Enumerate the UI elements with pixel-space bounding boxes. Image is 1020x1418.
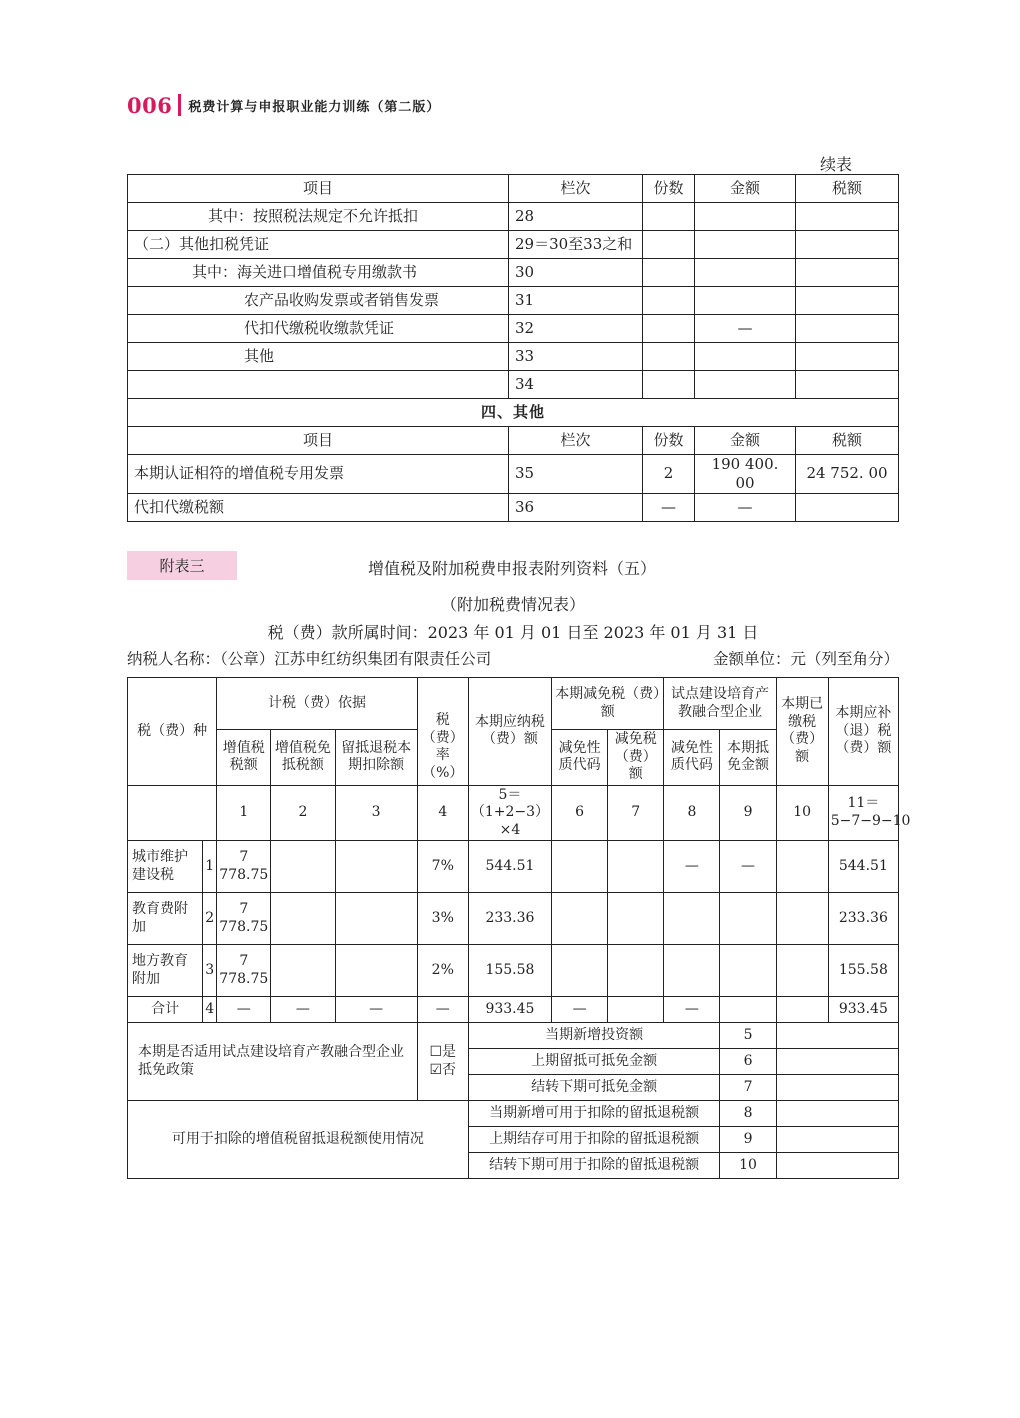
table-row	[128, 203, 899, 231]
cell-9: —	[720, 841, 776, 893]
cell-9	[720, 945, 776, 997]
cell-9	[720, 893, 776, 945]
header-divider	[178, 94, 181, 116]
row-count: 2	[643, 455, 695, 494]
vat-exempt	[271, 945, 335, 997]
book-title: 税费计算与申报职业能力训练（第二版）	[188, 99, 441, 115]
header-reduction-amount: 减免税（费）额	[608, 730, 664, 786]
cell-8: —	[664, 841, 720, 893]
rate: 3%	[417, 893, 468, 945]
refund-row	[128, 1101, 899, 1127]
header-col: 栏次	[509, 427, 643, 455]
refund-item-label: 结转下期可用于扣除的留抵退税额	[468, 1153, 720, 1179]
row-item: 代扣代缴税额	[128, 493, 509, 521]
row-col: 34	[509, 371, 643, 399]
row-tax	[796, 371, 899, 399]
section4-title: 四、其他	[128, 399, 899, 427]
refund-item-label: 当期新增可用于扣除的留抵退税额	[468, 1101, 720, 1127]
table-row	[128, 343, 899, 371]
cell-11: 155.58	[828, 945, 898, 997]
row-item: 代扣代缴税收缴款凭证	[128, 315, 509, 343]
surcharge-table	[127, 677, 911, 1179]
cell-10	[776, 945, 828, 997]
refund-deduct: —	[335, 997, 417, 1023]
appendix-subtitle: （附加税费情况表）	[440, 595, 585, 614]
row-item: 其中：按照税法规定不允许抵扣	[128, 203, 509, 231]
row-count	[643, 259, 695, 287]
header-count: 份数	[643, 175, 695, 203]
column-number-row	[128, 785, 899, 841]
row-count	[643, 203, 695, 231]
page-number: 006	[127, 92, 173, 118]
cell-7	[608, 841, 664, 893]
row-number: 4	[203, 997, 217, 1023]
header-col: 栏次	[509, 175, 643, 203]
refund-line-no: 8	[720, 1101, 776, 1127]
row-amount	[695, 371, 796, 399]
payable: 933.45	[468, 997, 551, 1023]
policy-value	[776, 1049, 898, 1075]
total-label: 合计	[128, 997, 203, 1023]
col-num: 10	[776, 785, 828, 841]
header-basis: 计税（费）依据	[217, 678, 418, 730]
total-row	[128, 997, 899, 1023]
header-reduction: 本期减免税（费）额	[552, 678, 664, 730]
section4-header-row	[128, 427, 899, 455]
amount-unit: 金额单位：元（列至角分）	[712, 650, 899, 668]
row-col: 30	[509, 259, 643, 287]
col-num-blank	[128, 785, 217, 841]
cell-7	[608, 945, 664, 997]
payable: 155.58	[468, 945, 551, 997]
policy-question: 本期是否适用试点建设培育产教融合型企业抵免政策	[128, 1023, 418, 1101]
header-pilot-code: 减免性质代码	[664, 730, 720, 786]
cell-11: 233.36	[828, 893, 898, 945]
row-col: 31	[509, 287, 643, 315]
col-num: 4	[417, 785, 468, 841]
cell-9	[720, 997, 776, 1023]
header-pilot: 试点建设培育产教融合型企业	[664, 678, 776, 730]
row-amount	[695, 259, 796, 287]
header-paid: 本期已缴税（费）额	[776, 678, 828, 786]
policy-label: 结转下期可抵免金额	[468, 1075, 720, 1101]
col-num: 11＝5−7−9−10	[828, 785, 898, 841]
policy-row	[128, 1023, 899, 1049]
row-amount	[695, 203, 796, 231]
cell-7	[608, 997, 664, 1023]
refund-deduct	[335, 841, 417, 893]
table2-header-row-1	[128, 678, 899, 730]
cell-10	[776, 997, 828, 1023]
row-tax: 24 752. 00	[796, 455, 899, 494]
row-number: 1	[203, 841, 217, 893]
header-payable: 本期应纳税（费）额	[468, 678, 551, 786]
cell-6	[552, 893, 608, 945]
cell-8	[664, 893, 720, 945]
policy-line-no: 5	[720, 1023, 776, 1049]
header-tax: 税额	[796, 427, 899, 455]
row-item: 农产品收购发票或者销售发票	[128, 287, 509, 315]
row-amount: —	[695, 315, 796, 343]
row-col: 35	[509, 455, 643, 494]
row-tax	[796, 287, 899, 315]
row-number: 2	[203, 893, 217, 945]
row-amount: 190 400. 00	[695, 455, 796, 494]
table-row	[128, 493, 899, 521]
header-refund-due: 本期应补（退）税（费）额	[828, 678, 898, 786]
header-item: 项目	[128, 175, 509, 203]
row-tax	[796, 343, 899, 371]
table-row	[128, 287, 899, 315]
header-amount: 金额	[695, 175, 796, 203]
row-item: 其中：海关进口增值税专用缴款书	[128, 259, 509, 287]
table-row	[128, 371, 899, 399]
table1-header-row	[128, 175, 899, 203]
row-col: 32	[509, 315, 643, 343]
tax-name: 地方教育附加	[128, 945, 203, 997]
row-count	[643, 371, 695, 399]
section-title-row	[128, 399, 899, 427]
deduction-voucher-table	[127, 174, 899, 522]
policy-line-no: 6	[720, 1049, 776, 1075]
row-amount	[695, 343, 796, 371]
header-tax: 税额	[796, 175, 899, 203]
refund-item-label: 上期结存可用于扣除的留抵退税额	[468, 1127, 720, 1153]
row-count: —	[643, 493, 695, 521]
cell-11: 933.45	[828, 997, 898, 1023]
refund-deduct	[335, 893, 417, 945]
refund-usage-label: 可用于扣除的增值税留抵退税额使用情况	[128, 1101, 469, 1179]
row-col: 36	[509, 493, 643, 521]
policy-no-checkbox[interactable]: ☑否	[429, 1061, 457, 1078]
row-amount	[695, 231, 796, 259]
policy-value	[776, 1075, 898, 1101]
vat-amount: —	[217, 997, 271, 1023]
refund-value	[776, 1153, 898, 1179]
row-count	[643, 315, 695, 343]
continued-label: 续表	[820, 155, 853, 174]
table-row	[128, 893, 899, 945]
payable: 233.36	[468, 893, 551, 945]
appendix-title: 增值税及附加税费申报表附列资料（五）	[367, 559, 656, 578]
refund-value	[776, 1101, 898, 1127]
rate: 2%	[417, 945, 468, 997]
col-num: 8	[664, 785, 720, 841]
refund-value	[776, 1127, 898, 1153]
row-tax	[796, 315, 899, 343]
cell-8	[664, 945, 720, 997]
table-row	[128, 315, 899, 343]
refund-deduct	[335, 945, 417, 997]
policy-line-no: 7	[720, 1075, 776, 1101]
vat-exempt	[271, 893, 335, 945]
table-row	[128, 231, 899, 259]
policy-yes-checkbox[interactable]: ☐是	[429, 1044, 457, 1060]
rate: —	[417, 997, 468, 1023]
page-header	[127, 92, 440, 118]
header-vat-exempt: 增值税免抵税额	[271, 730, 335, 786]
row-tax	[796, 203, 899, 231]
row-item: 本期认证相符的增值税专用发票	[128, 455, 509, 494]
header-refund-deduct: 留抵退税本期扣除额	[335, 730, 417, 786]
cell-10	[776, 893, 828, 945]
tax-period: 税（费）款所属时间：2023 年 01 月 01 日至 2023 年 01 月 31 日	[267, 623, 759, 642]
tax-name: 城市维护建设税	[128, 841, 203, 893]
col-num: 7	[608, 785, 664, 841]
row-number: 3	[203, 945, 217, 997]
header-count: 份数	[643, 427, 695, 455]
cell-7	[608, 893, 664, 945]
table-row	[128, 945, 899, 997]
col-num: 5＝（1+2−3）×4	[468, 785, 551, 841]
refund-line-no: 9	[720, 1127, 776, 1153]
policy-label: 当期新增投资额	[468, 1023, 720, 1049]
header-tax-type: 税（费）种	[128, 678, 217, 786]
row-tax	[796, 259, 899, 287]
taxpayer-name: 纳税人名称：（公章）江苏申红纺织集团有限责任公司	[127, 650, 492, 668]
cell-8: —	[664, 997, 720, 1023]
row-amount: —	[695, 493, 796, 521]
payable: 544.51	[468, 841, 551, 893]
col-num: 6	[552, 785, 608, 841]
vat-amount: 7 778.75	[217, 945, 271, 997]
header-vat: 增值税税额	[217, 730, 271, 786]
header-rate: 税（费）率（%）	[417, 678, 468, 786]
tax-name: 教育费附加	[128, 893, 203, 945]
cell-11: 544.51	[828, 841, 898, 893]
cell-6	[552, 841, 608, 893]
row-amount	[695, 287, 796, 315]
policy-options	[417, 1023, 468, 1101]
row-col: 28	[509, 203, 643, 231]
row-tax	[796, 493, 899, 521]
cell-6: —	[552, 997, 608, 1023]
row-col: 29＝30至33之和	[509, 231, 643, 259]
col-num: 9	[720, 785, 776, 841]
header-amount: 金额	[695, 427, 796, 455]
row-item: 其他	[128, 343, 509, 371]
appendix-badge: 附表三	[127, 551, 237, 580]
rate: 7%	[417, 841, 468, 893]
row-tax	[796, 231, 899, 259]
row-item	[128, 371, 509, 399]
row-item: （二）其他扣税凭证	[128, 231, 509, 259]
table-row	[128, 455, 899, 494]
policy-label: 上期留抵可抵免金额	[468, 1049, 720, 1075]
header-pilot-amount: 本期抵免金额	[720, 730, 776, 786]
table-row	[128, 259, 899, 287]
vat-amount: 7 778.75	[217, 893, 271, 945]
header-reduction-code: 减免性质代码	[552, 730, 608, 786]
col-num: 3	[335, 785, 417, 841]
header-item: 项目	[128, 427, 509, 455]
row-count	[643, 343, 695, 371]
row-count	[643, 287, 695, 315]
col-num: 2	[271, 785, 335, 841]
vat-exempt: —	[271, 997, 335, 1023]
policy-value	[776, 1023, 898, 1049]
vat-exempt	[271, 841, 335, 893]
cell-6	[552, 945, 608, 997]
refund-line-no: 10	[720, 1153, 776, 1179]
row-count	[643, 231, 695, 259]
table-row	[128, 841, 899, 893]
col-num: 1	[217, 785, 271, 841]
row-col: 33	[509, 343, 643, 371]
vat-amount: 7 778.75	[217, 841, 271, 893]
cell-10	[776, 841, 828, 893]
